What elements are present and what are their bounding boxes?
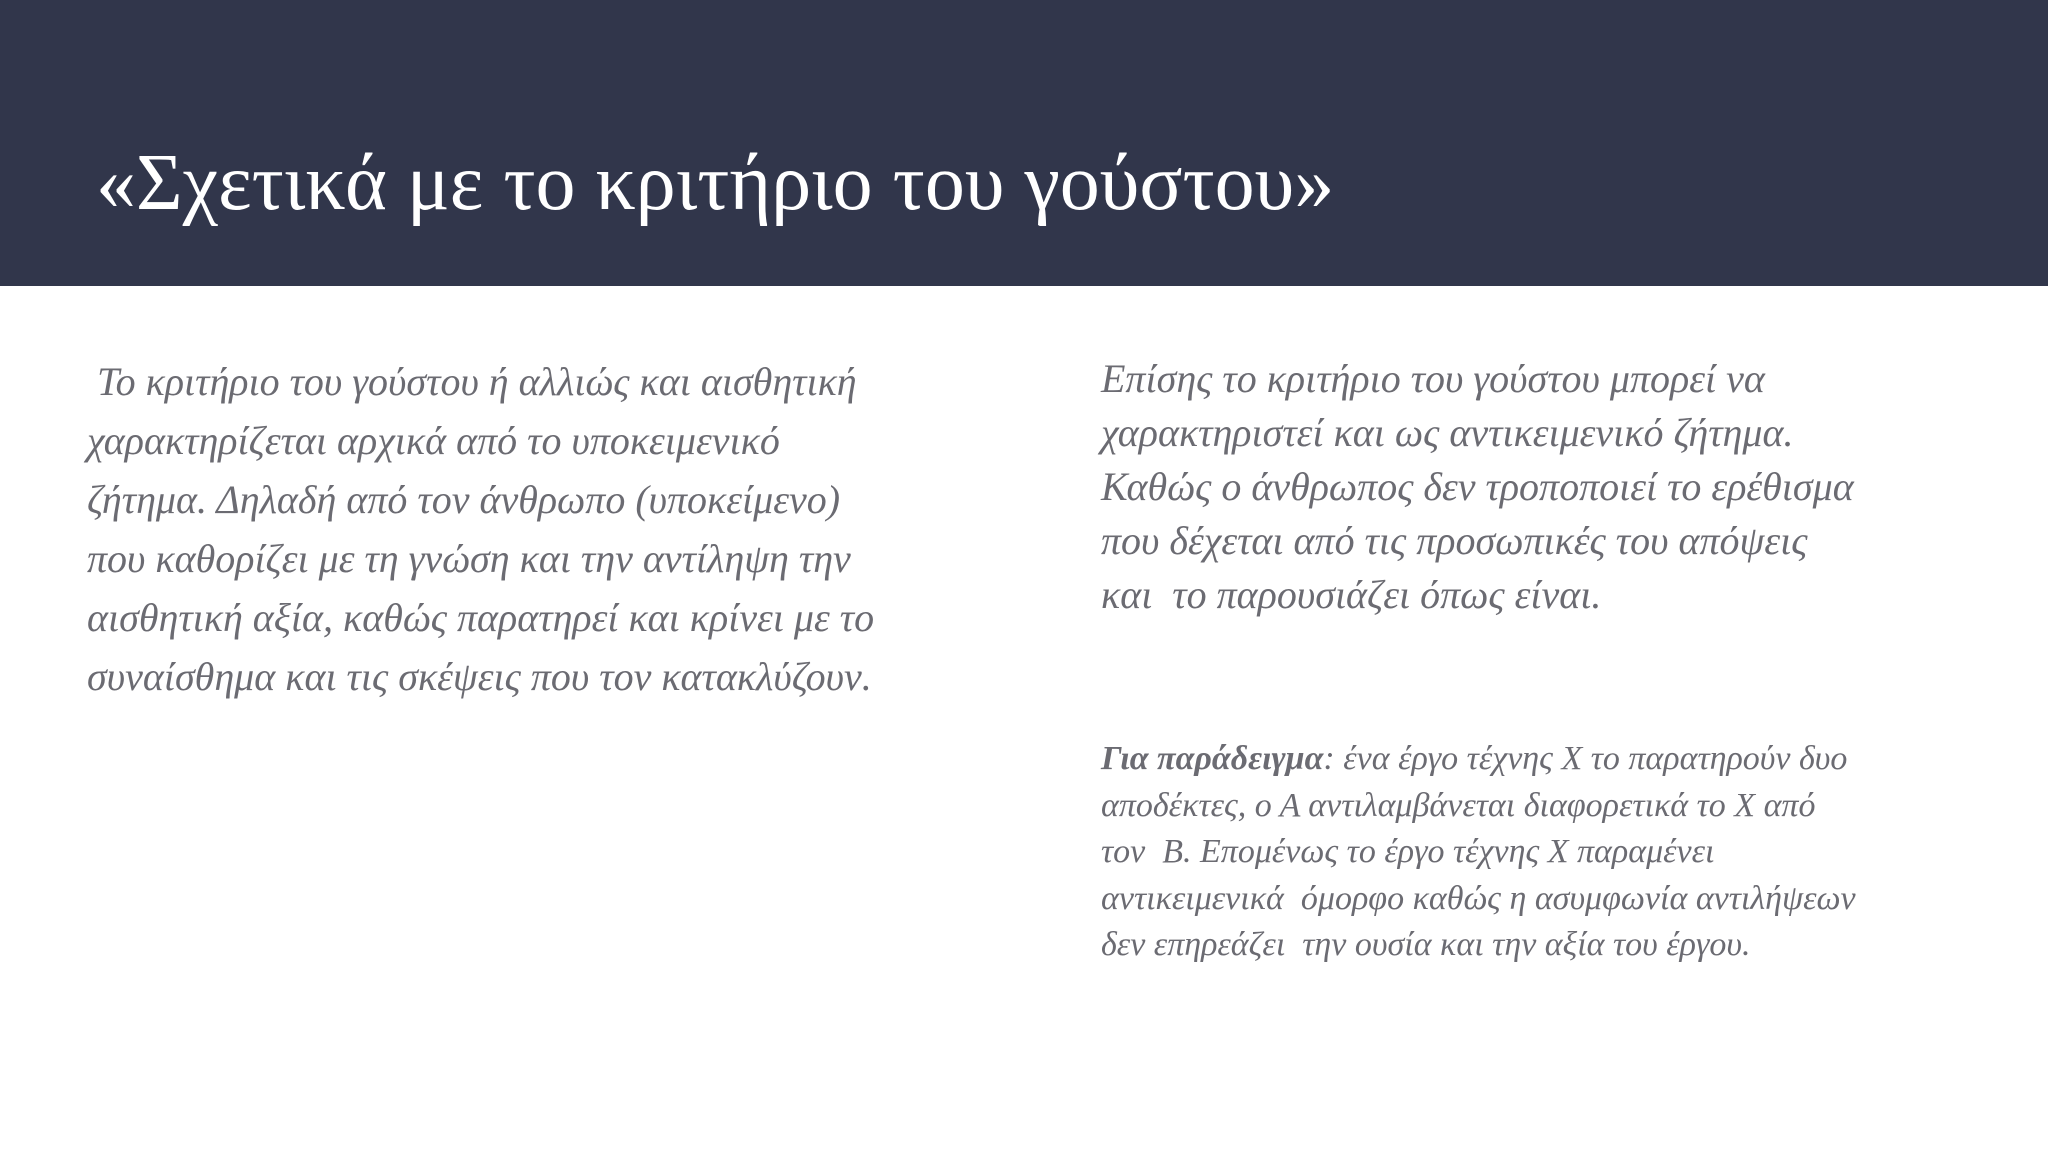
example-first-line	[1101, 736, 1981, 783]
slide-title: «Σχετικά με το κριτήριο του γούστου»	[96, 139, 1335, 227]
left-paragraph-line: αισθητική αξία, καθώς παρατηρεί και κρίνει με το	[87, 595, 875, 640]
example-line: αποδέκτες, ο Α αντιλαμβάνεται διαφορετικά το Χ από	[1101, 786, 1816, 824]
right-paragraph-line: και το παρουσιάζει όπως είναι.	[1101, 572, 1602, 617]
right-paragraph-line: που δέχεται από τις προσωπικές του απόψεις	[1101, 518, 1808, 563]
example-line: δεν επηρεάζει την ουσία και την αξία του έργου.	[1101, 926, 1751, 963]
example-line: τον Β. Επομένως το έργο τέχνης Χ παραμένει	[1101, 833, 1715, 870]
left-paragraph-line: χαρακτηρίζεται αρχικά από το υποκειμενικό	[87, 418, 780, 463]
right-paragraph	[1101, 352, 1981, 622]
left-paragraph	[87, 352, 987, 706]
example-paragraph	[1101, 736, 1981, 969]
right-paragraph-line: χαρακτηριστεί και ως αντικειμενικό ζήτημα.	[1101, 410, 1794, 455]
right-paragraph-line: Καθώς ο άνθρωπος δεν τροποποιεί το ερέθισμα	[1101, 464, 1854, 509]
right-paragraph-line: Επίσης το κριτήριο του γούστου μπορεί να	[1101, 356, 1765, 401]
example-line: αντικειμενικά όμορφο καθώς η ασυμφωνία αντιλήψεων	[1101, 879, 1856, 917]
left-paragraph-line: που καθορίζει με τη γνώση και την αντίληψη την	[87, 536, 851, 581]
left-paragraph-line: ζήτημα. Δηλαδή από τον άνθρωπο (υποκείμενο)	[87, 477, 841, 522]
title-band	[0, 0, 2048, 286]
example-label: Για παράδειγμα	[1101, 740, 1324, 777]
example-first-line-text: : ένα έργο τέχνης Χ το παρατηρούν δυο	[1323, 740, 1848, 777]
left-paragraph-line: Το κριτήριο του γούστου ή αλλιώς και αισθητική	[87, 359, 857, 404]
left-paragraph-line: συναίσθημα και τις σκέψεις που τον κατακλύζουν.	[87, 654, 872, 699]
